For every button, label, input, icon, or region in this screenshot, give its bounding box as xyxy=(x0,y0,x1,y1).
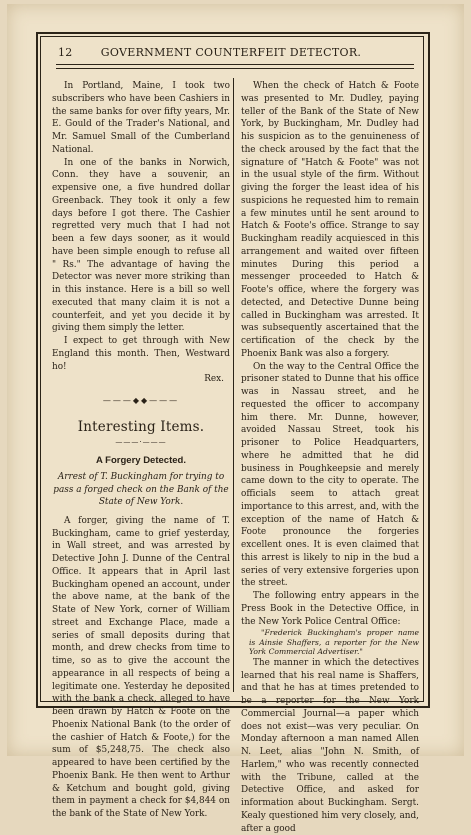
paragraph: The manner in which the detectives learned that his real name is Shaffers, and that he has at times pretended to be a reporter for the New York Commercial Journal—a paper which does not exist—was very peculiar. On Monday afternoon a man named Allen N. Leet, alias "John N. Smith, of Harlem," who was recently connected with the Tribune, called at the Detective Office, and asked for information about Buckingham. Sergt. Kealy questioned him very closely, and, after a good xyxy=(241,657,419,834)
column-divider xyxy=(233,78,234,692)
paragraph: The following entry appears in the Press Book in the Detective Office, in the New York Police Central Office: xyxy=(241,591,419,627)
paragraph: I expect to get through with New England this month. Then, Westward ho! xyxy=(52,336,230,372)
page-number: 12 xyxy=(58,46,73,59)
paragraph: In Portland, Maine, I took two subscribers who have been Cashiers in the same banks for over fifty years, Mr. E. Gould of the Trader's National, and Mr. Samuel Small of the Cumberland National. xyxy=(52,81,230,155)
paragraph: A forger, giving the name of T. Buckingham, came to grief yesterday, in Wall street, and was arrested by Detective John J. Dunne of the Central Office. It appears that in April last Buckingham opened an account, under the above name, at the bank of the State of New York, corner of William street and Exchange Place, made a series of small deposits during that month, and drew checks from time to time, so as to give the account the appearance in all respects of being a legitimate one. Yesterday he deposited with the bank a check, alleged to have been drawn by Hatch & Foote on the Phoenix National Bank (to the order of the cashier of Hatch & Foote,) for the sum of $5,248,75. The check also appeared to have been certified by the Phoenix Bank. He then went to Arthur & Ketchum and bought gold, giving them in payment a check for $4,844 on the bank of the State of New York. xyxy=(52,515,230,819)
header-rule-bottom xyxy=(56,68,414,69)
header-rule-top xyxy=(56,64,414,65)
paragraph: In one of the banks in Norwich, Conn. they have a souvenir, an expensive one, a five hundred dollar Greenback. They took it only a few days before I got there. The Cashier regretted very much that I had not been a few days sooner, as it would have been simple enough to refuse all " Rs." The advantage of having the Detector was never more striking than in this instance. Here is a bill so well executed that many claim it is not a counterfeit, and yet you decide it by giving them simply the letter. xyxy=(52,157,230,334)
article-title: A Forgery Detected. xyxy=(96,454,186,466)
divider-ornament-small: ———·——— xyxy=(115,437,167,446)
right-column xyxy=(241,80,419,835)
running-title: GOVERNMENT COUNTERFEIT DETECTOR. xyxy=(100,46,362,59)
paragraph: On the way to the Central Office the prisoner stated to Dunne that his office was in Nassau street, and he requested the officer to accompany him there. Mr. Dunne, however, avoided Nassau Street, took his prisoner to Police Headquarters, where he admitted that he did business in Poughkeepsie and merely came down to the city to operate. The officials seem to attach great importance to this arrest, and, with the exception of the name of Hatch & Foote pronounce the forgeries excellent ones. It is even claimed that this arrest is likely to nip in the bud a series of very extensive forgeries upon the street. xyxy=(241,361,419,589)
quoted-entry: "Frederick Buckingham's proper name is Ainsie Shaffers, a reporter for the New York Commercial Advertiser." xyxy=(249,628,419,657)
paragraph: When the check of Hatch & Foote was presented to Mr. Dudley, paying teller of the Bank of the State of New York, by Buckingham, Mr. Dudley had his suspicion as to the genuineness of the check aroused by the fact that the signature of "Hatch & Foote" was not in the usual style of the firm. Without giving the forger the least idea of his suspicions he requested him to remain a few minutes until he sent around to Hatch & Foote's office. Strange to say Buckingham readily acquiesced in this arrangement and waited over fifteen minutes During this period a messenger proceeded to Hatch & Foote's office, where the forgery was detected, and Detective Dunne being called in Buckingham was arrested. It was subsequently ascertained that the certification of the check by the Phoenix Bank was also a forgery. xyxy=(241,81,419,359)
article-subtitle: Arrest of T. Buckingham for trying to pass a forged check on the Bank of the State of New York. xyxy=(53,472,229,508)
page-header xyxy=(46,46,416,62)
divider-ornament: ———◆◆——— xyxy=(102,396,180,405)
left-column xyxy=(52,80,230,821)
section-title: Interesting Items. xyxy=(77,418,205,435)
signature: Rex. xyxy=(204,374,224,385)
